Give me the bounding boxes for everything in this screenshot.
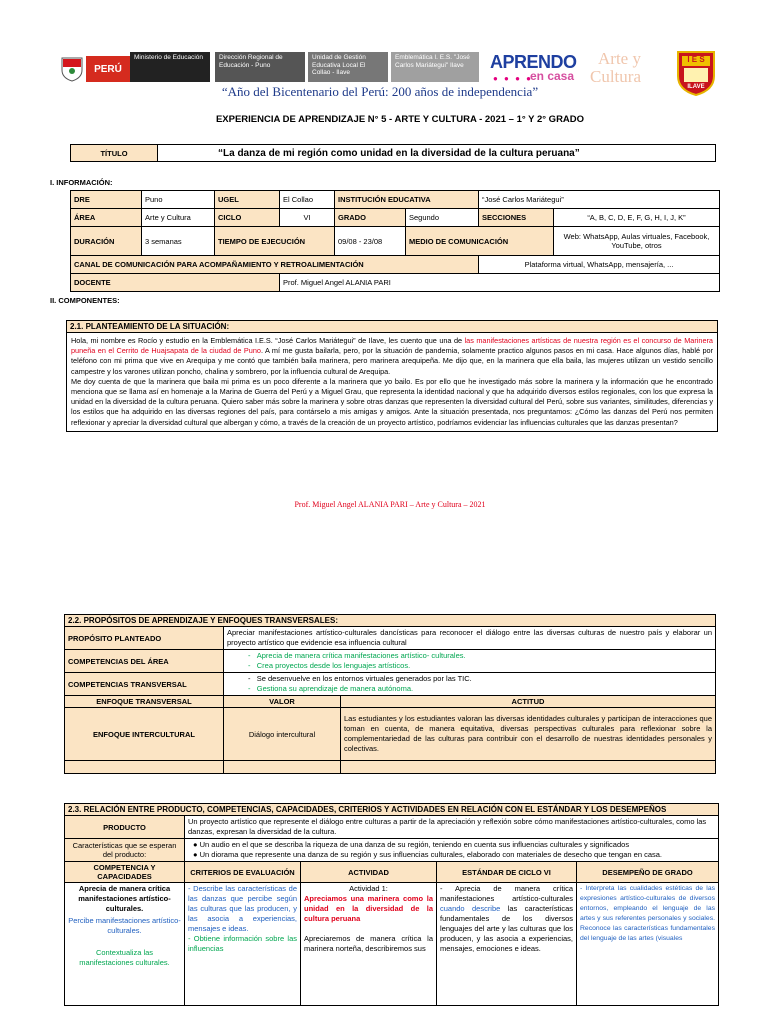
caracteristica-item-1: ● Un audio en el que se describa la riqueza de una danza de su región, teniendo en cuenta sus influencias culturales y significados	[193, 840, 630, 849]
situacion-title: 2.1. PLANTEAMIENTO DE LA SITUACIÓN:	[67, 321, 718, 333]
canal-label: CANAL DE COMUNICACIÓN PARA ACOMPAÑAMIENTO Y RETROALIMENTACIÓN	[71, 256, 479, 274]
estandar-b: las características fundamentales de los diversos lenguajes del arte y las culturas que los producen, y las asocia a experiencias, mensajes, emociones e ideas.	[440, 904, 573, 953]
comp-trans-item-1: - Se desenvuelve en los entornos virtuales generados por las TIC.	[248, 674, 472, 683]
ministerio-label: Ministerio de Educación	[134, 54, 204, 61]
propositos-table	[64, 614, 716, 774]
actitud-header: ACTITUD	[341, 696, 716, 708]
titulo-value: “La danza de mi región como unidad en la diversidad de la cultura peruana”	[158, 145, 716, 162]
titulo-label: TÍTULO	[71, 145, 158, 162]
comp-trans-item-2-text: Gestiona su aprendizaje de manera autónoma.	[256, 684, 414, 693]
docente-label: DOCENTE	[71, 274, 280, 292]
docente-value: Prof. Miguel Angel ALANIA PARI	[280, 274, 720, 292]
ugel-label: UGEL	[215, 191, 280, 209]
peru-label: PERÚ	[94, 63, 122, 75]
footer-credit: Prof. Miguel Angel ALANIA PARI – Arte y Cultura – 2021	[294, 500, 486, 509]
peru-shield-logo	[60, 56, 84, 82]
comp-area-item-1-text: Aprecia de manera crítica manifestaciones artístico- culturales.	[256, 651, 466, 660]
aprendo-label: APRENDO	[490, 52, 577, 72]
situacion-p1	[71, 336, 713, 377]
comp-area-list	[224, 650, 716, 673]
aprendo-en-casa-logo	[490, 52, 585, 88]
dots-icon: ● ● ● ●	[493, 74, 533, 83]
comp-header: COMPETENCIA Y CAPACIDADES	[65, 862, 185, 883]
info-heading: I. INFORMACIÓN:	[50, 178, 113, 187]
empty-cell-3	[341, 761, 716, 774]
empty-cell-2	[224, 761, 341, 774]
comp-area-item-1: - Aprecia de manera crítica manifestaciones artístico- culturales.	[248, 651, 466, 660]
en-casa-label: en casa	[530, 69, 575, 83]
caracteristicas-label: Características que se esperan del producto:	[65, 839, 185, 862]
ie-value: “José Carlos Mariátegui”	[479, 191, 720, 209]
relacion-table	[64, 803, 719, 1006]
desempeno-header: DESEMPEÑO DE GRADO	[577, 862, 719, 883]
doc-title: EXPERIENCIA DE APRENDIZAJE N° 5 - ARTE Y CULTURA - 2021 – 1° Y 2° GRADO	[215, 114, 585, 125]
ie-label: INSTITUCIÓN EDUCATIVA	[335, 191, 479, 209]
situacion-p1-highlight: las manifestaciones artísticas de nuestra región es el concurso de Marinera puneña en el Cerrito de Huajsapata de la ciudad de Puno	[71, 336, 713, 356]
criterio-2-text: Obtiene información sobre las influencias	[188, 934, 297, 953]
grado-value: Segundo	[406, 209, 479, 227]
valor-value: Diálogo intercultural	[224, 708, 341, 761]
secciones-value: “A, B, C, D, E, F, G, H, I, J, K”	[554, 209, 720, 227]
competencia-cell	[65, 883, 185, 1006]
estandar-header: ESTÁNDAR DE CICLO VI	[437, 862, 577, 883]
estandar-highlight: cuando describe	[440, 904, 501, 913]
producto-value: Un proyecto artístico que represente el diálogo entre culturas a partir de la apreciación y reflexión sobre cómo manifestaciones artístico-culturales, como las danzas, expresan la diversidad de la cultura.	[185, 816, 719, 839]
ciclo-label: CICLO	[215, 209, 280, 227]
duracion-label: DURACIÓN	[71, 227, 142, 256]
caracteristica-item-1-text: Un audio en el que se describa la riqueza de una danza de su región, teniendo en cuenta sus influencias culturales y significados	[199, 840, 630, 849]
comp-area-label: COMPETENCIAS DEL ÁREA	[65, 650, 224, 673]
empty-cell-1	[65, 761, 224, 774]
comp-trans-list	[224, 673, 716, 696]
canal-value: Plataforma virtual, WhatsApp, mensajería, ...	[479, 256, 720, 274]
duracion-value: 3 semanas	[142, 227, 215, 256]
ugel-logo	[308, 52, 388, 82]
comp-trans-label: COMPETENCIAS TRANSVERSAL	[65, 673, 224, 696]
direccion-logo	[215, 52, 305, 82]
capacidad-2: Contextualiza las manifestaciones culturales.	[79, 948, 170, 967]
ministerio-logo	[130, 52, 210, 82]
valor-header: VALOR	[224, 696, 341, 708]
comp-area-item-2-text: Crea proyectos desde los lenguajes artísticos.	[256, 661, 411, 670]
direccion-label: Dirección Regional de Educación - Puno	[219, 54, 283, 69]
ies-shield-logo	[676, 50, 716, 96]
caracteristica-item-2-text: Un diorama que represente una danza de su región y sus influencias culturales, elaborado con materiales de desecho que tengan en casa.	[199, 850, 663, 859]
dre-label: DRE	[71, 191, 142, 209]
caracteristica-item-2: ● Un diorama que represente una danza de su región y sus influencias culturales, elaborado con materiales de desecho que tengan en casa.	[193, 850, 663, 859]
year-motto: “Año del Bicentenario del Perú: 200 años de independencia”	[221, 84, 539, 99]
info-table	[70, 190, 720, 292]
capacidad-1: Percibe manifestaciones artístico-culturales.	[68, 916, 181, 935]
area-label: ÁREA	[71, 209, 142, 227]
tiempo-value: 09/08 - 23/08	[335, 227, 406, 256]
relacion-title: 2.3. RELACIÓN ENTRE PRODUCTO, COMPETENCIAS, CAPACIDADES, CRITERIOS Y ACTIVIDADES EN RELACIÓN CON EL ESTÁNDAR Y LOS DESEMPEÑOS	[65, 804, 719, 816]
tiempo-label: TIEMPO DE EJECUCIÓN	[215, 227, 335, 256]
medio-label: MEDIO DE COMUNICACIÓN	[406, 227, 554, 256]
ugel-label: Unidad de Gestión Educativa Local El Collao - Ilave	[312, 54, 366, 76]
comp-trans-item-1-text: Se desenvuelve en los entornos virtuales generados por las TIC.	[256, 674, 472, 683]
proposito-value: Apreciar manifestaciones artístico-culturales dancísticas para reconocer el diálogo entre las diversas culturas de nuestro país y elaborar un proyecto artístico que evidencie esa influencia cultural	[224, 627, 716, 650]
actividad-body: Apreciaremos de manera crítica la marinera norteña, describiremos sus	[304, 934, 433, 953]
desempeno-cell: - Interpreta las cualidades estéticas de las expresiones artístico-culturales de diversos entornos, empleando el lenguaje de las artes y sus referentes personales y sociales. Reconoce las características fundamentales del lenguaje de las artes (visuales	[577, 883, 719, 1006]
competencia-title: Aprecia de manera crítica manifestaciones artístico-culturales.	[78, 884, 171, 913]
situacion-p2: Me doy cuenta de que la marinera que baila mi prima es un poco diferente a la marinera que yo bailo. Es por ello que he investigado más sobre la marinera y la información que he encontrado menciona que se llama así en homenaje a la Marina de Guerra del Perú y a Miguel Grau, que representa la identidad nacional y que ha adquirido diversos estilos regionales, con los que expresa la unidad en la diversidad de la cultura peruana. Quiero saber más sobre la marinera y sobre otras danzas que representen la diversidad cultural del Perú, sobre sus variantes, similitudes, diferencias y los estilos que ha adquirido en las diversas regiones del país, para contárselo a mis amigas y amigos. Ante la situación presentada, nos preguntamos: ¿Cómo las danzas del Perú nos permiten reflexionar y apreciar la diversidad cultural que albergan y cómo, a través de la creación de un proyecto artístico, podríamos evidenciar las influencias culturales que las danzas presentan?	[71, 376, 713, 427]
criterios-header: CRITERIOS DE EVALUACIÓN	[185, 862, 301, 883]
ciclo-value: VI	[280, 209, 335, 227]
criterios-cell	[185, 883, 301, 1006]
ies-label: I E S	[687, 55, 705, 64]
cultura-label: Cultura	[590, 67, 641, 86]
estandar-cell: - Aprecia de manera crítica manifestaciones artístico-culturales cuando describe las características fundamentales de los diversos lenguajes del arte y las culturas que los producen, y las asocia a experiencias, mensajes, emociones e ideas.	[437, 883, 577, 1006]
situacion-p1-a: Hola, mi nombre es Rocío y estudio en la Emblemática I.E.S. “José Carlos Mariátegui” de Ilave, les cuento que una de	[71, 336, 465, 345]
estandar-a: Aprecia de manera crítica manifestaciones artístico-culturales	[440, 884, 573, 903]
actividad-cell	[301, 883, 437, 1006]
ilave-label: ILAVE	[687, 84, 705, 90]
arte-cultura-logo	[590, 50, 668, 94]
caracteristicas-list	[185, 839, 719, 862]
desempeno-text: Interpreta las cualidades estéticas de las expresiones artístico-culturales de diversos entornos, empleando el lenguaje de las artes y sus referentes personales y sociales. Reconoce las características fundamentales del lenguaje de las artes (visuales	[580, 885, 715, 942]
criterio-2: - Obtiene información sobre las influencias	[188, 934, 297, 953]
comp-trans-item-2: - Gestiona su aprendizaje de manera autónoma.	[248, 684, 414, 693]
secciones-label: SECCIONES	[479, 209, 554, 227]
situacion-p1-b: . A mí me gusta bailarla, pero, por la situación de pandemia, solamente practico algunos pasos en mi casa. Hace algunos días, hablé por teléfono con mi prima que vive en Arequipa y me contó que también baila marinera, pero marinera arequipeña. Me dijo que, en la marinera que ella baila, las mujeres utilizan un vestido sencillo campestre y los varones utilizan poncho, chalina y sombrero, por la influencia cultural de Arequipa.	[71, 346, 714, 376]
ugel-value: El Collao	[280, 191, 335, 209]
actitud-value: Las estudiantes y los estudiantes valoran las diversas identidades culturales y participan de interacciones que toman en cuenta, de manera equitativa, diversas perspectivas culturales para reflexionar sobre la complementariedad de las culturas para contribuir con el desarrollo de nuestras identidades personales y colectivas.	[341, 708, 716, 761]
enfoque-value: ENFOQUE INTERCULTURAL	[65, 708, 224, 761]
medio-value: Web: WhatsApp, Aulas virtuales, Facebook, YouTube, otros	[554, 227, 720, 256]
propositos-title: 2.2. PROPÓSITOS DE APRENDIZAJE Y ENFOQUES TRANSVERSALES:	[65, 615, 716, 627]
emblematica-label: Emblemática I. E.S. "José Carlos Mariátegui" Ilave	[395, 54, 470, 69]
emblematica-logo	[391, 52, 479, 82]
criterio-1-text: Describe las características de las danzas que percibe según las culturas que las producen, y las asocia a experiencias, mensajes e ideas.	[188, 884, 297, 933]
arte-label: Arte y	[598, 49, 641, 68]
situacion-table	[66, 320, 718, 432]
peru-logo	[86, 56, 130, 82]
proposito-label: PROPÓSITO PLANTEADO	[65, 627, 224, 650]
actividad-highlight: Apreciamos una marinera como la unidad en la diversidad de la cultura peruana	[304, 894, 433, 923]
situacion-body	[67, 333, 718, 432]
dre-value: Puno	[142, 191, 215, 209]
producto-label: PRODUCTO	[65, 816, 185, 839]
area-value: Arte y Cultura	[142, 209, 215, 227]
actividad-title: Actividad 1:	[349, 884, 388, 893]
titulo-table	[70, 144, 716, 162]
actividad-header: ACTIVIDAD	[301, 862, 437, 883]
comp-area-item-2: - Crea proyectos desde los lenguajes artísticos.	[248, 661, 411, 670]
grado-label: GRADO	[335, 209, 406, 227]
componentes-heading: II. COMPONENTES:	[50, 296, 120, 305]
enfoque-header: ENFOQUE TRANSVERSAL	[65, 696, 224, 708]
criterio-1: - Describe las características de las danzas que percibe según las culturas que las producen, y las asocia a experiencias, mensajes e ideas.	[188, 884, 297, 933]
